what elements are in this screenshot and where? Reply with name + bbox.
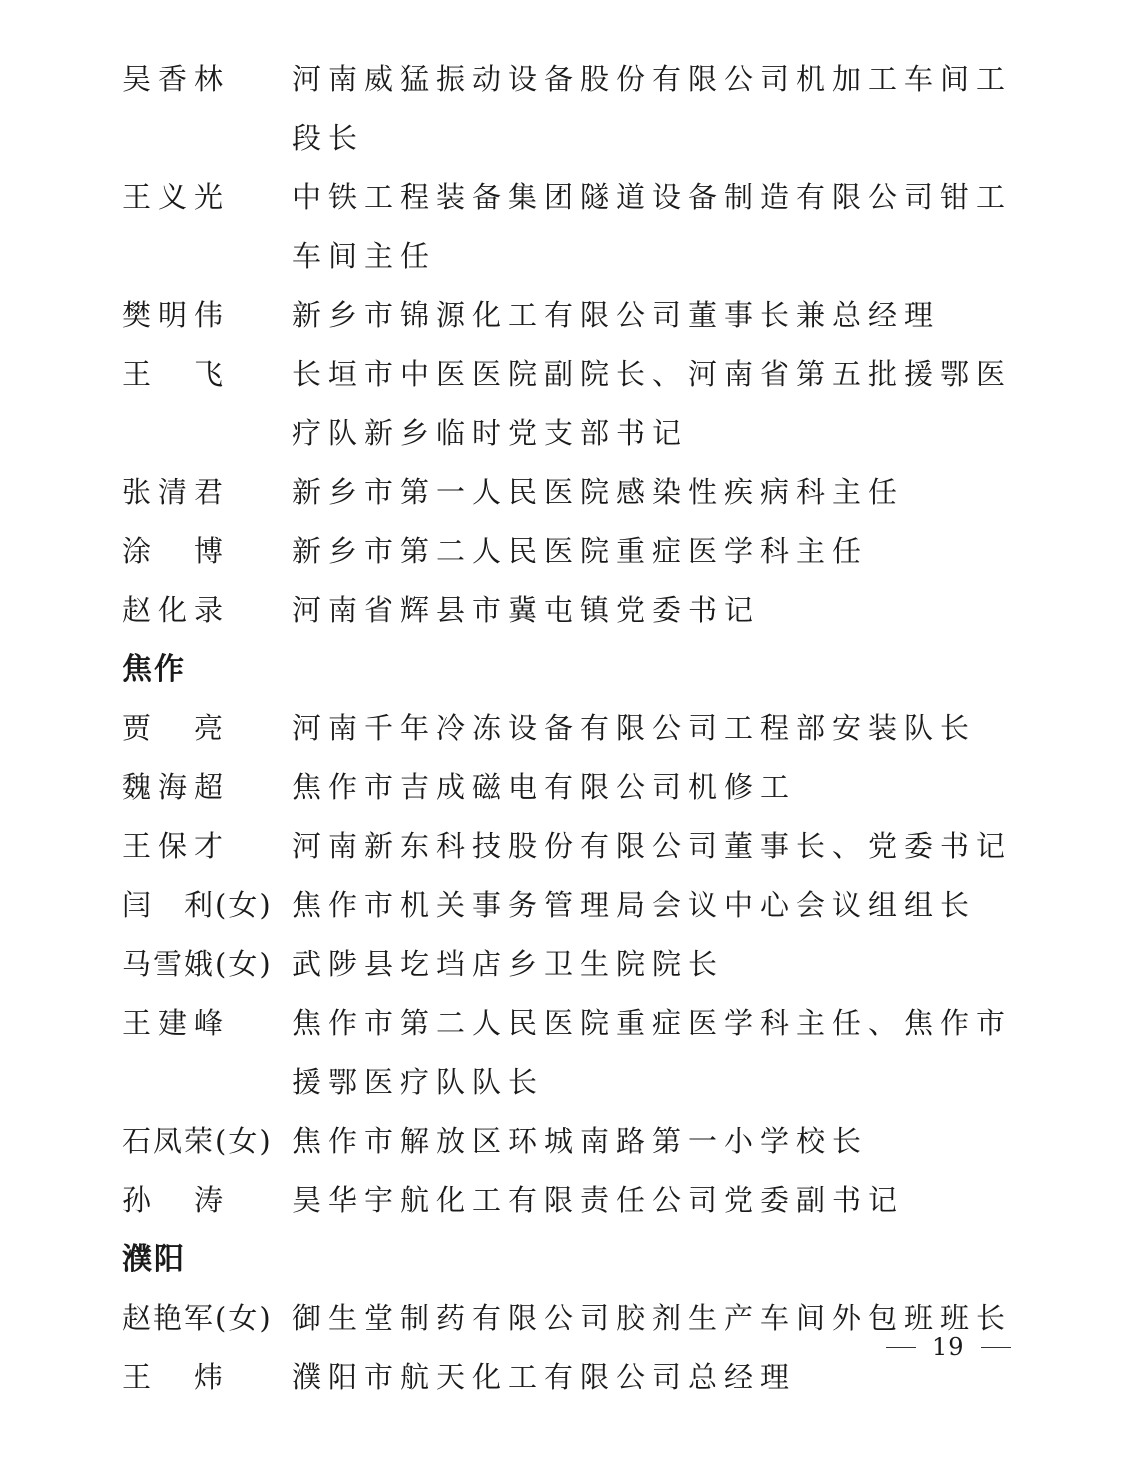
person-title: 河南千年冷冻设备有限公司工程部安装队长 (292, 711, 977, 745)
person-name: 樊明伟 (122, 298, 231, 332)
person-title: 长垣市中医医院副院长、河南省第五批援鄂医疗队新乡临时党支部书记 (292, 357, 1013, 450)
person-title: 濮阳市航天化工有限公司总经理 (292, 1360, 797, 1394)
person-name: 闫 利(女) (122, 888, 273, 922)
person-title: 武陟县圪垱店乡卫生院院长 (292, 947, 725, 981)
person-title: 河南新东科技股份有限公司董事长、党委书记 (292, 829, 1013, 863)
list-item (122, 758, 1022, 817)
person-name: 马雪娥(女) (122, 947, 273, 981)
person-name: 魏海超 (122, 770, 231, 804)
page-number: 19 (932, 1333, 965, 1361)
list-item (122, 699, 1022, 758)
list-item (122, 50, 1022, 168)
footer-dash-right (981, 1347, 1011, 1348)
page-footer (870, 1333, 1027, 1361)
person-title: 河南省辉县市冀屯镇党委书记 (292, 593, 761, 627)
person-name: 赵化录 (122, 593, 231, 627)
person-name: 赵艳军(女) (122, 1301, 273, 1335)
person-name: 张清君 (122, 475, 231, 509)
person-title: 新乡市第二人民医院重症医学科主任 (292, 534, 869, 568)
person-title: 焦作市解放区环城南路第一小学校长 (292, 1124, 869, 1158)
list-item (122, 1112, 1022, 1171)
person-name: 涂 博 (122, 534, 231, 568)
group-continued (122, 50, 1022, 640)
person-title: 中铁工程装备集团隧道设备制造有限公司钳工车间主任 (292, 180, 1013, 273)
list-item (122, 935, 1022, 994)
footer-dash-left (886, 1347, 916, 1348)
list-item (122, 817, 1022, 876)
person-title: 新乡市第一人民医院感染性疾病科主任 (292, 475, 905, 509)
person-title: 新乡市锦源化工有限公司董事长兼总经理 (292, 298, 941, 332)
person-title: 焦作市机关事务管理局会议中心会议组组长 (292, 888, 977, 922)
group-jiaozuo (122, 640, 1022, 1230)
group-puyang (122, 1230, 1022, 1407)
person-name: 王 炜 (122, 1360, 231, 1394)
list-item (122, 994, 1022, 1112)
person-name: 王建峰 (122, 1006, 231, 1040)
person-title: 御生堂制药有限公司胶剂生产车间外包班班长 (292, 1301, 1013, 1335)
list-item (122, 286, 1022, 345)
list-item (122, 581, 1022, 640)
list-item (122, 522, 1022, 581)
section-heading: 焦作 (122, 652, 186, 687)
list-item (122, 168, 1022, 286)
person-name: 贾 亮 (122, 711, 231, 745)
document-body (122, 50, 1022, 1407)
person-name: 王 飞 (122, 357, 231, 391)
list-item (122, 1171, 1022, 1230)
list-item (122, 876, 1022, 935)
list-item (122, 463, 1022, 522)
person-name: 孙 涛 (122, 1183, 231, 1217)
person-title: 焦作市吉成磁电有限公司机修工 (292, 770, 797, 804)
section-heading: 濮阳 (122, 1242, 186, 1277)
person-title: 昊华宇航化工有限责任公司党委副书记 (292, 1183, 905, 1217)
person-name: 王保才 (122, 829, 231, 863)
person-title: 河南威猛振动设备股份有限公司机加工车间工段长 (292, 62, 1013, 155)
person-title: 焦作市第二人民医院重症医学科主任、焦作市援鄂医疗队队长 (292, 1006, 1013, 1099)
person-name: 石凤荣(女) (122, 1124, 273, 1158)
person-name: 吴香林 (122, 62, 231, 96)
person-name: 王义光 (122, 180, 231, 214)
list-item (122, 345, 1022, 463)
